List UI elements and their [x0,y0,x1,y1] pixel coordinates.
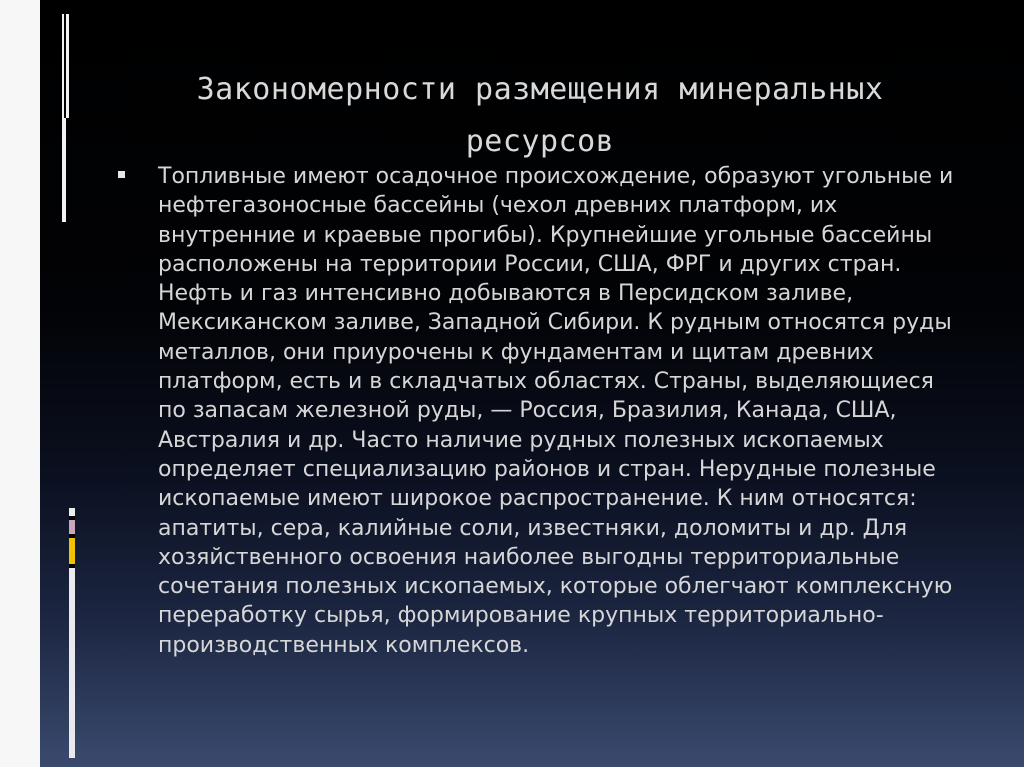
decorative-bar [66,14,69,118]
slide-body [118,162,978,660]
slide-title: Закономерности размещения минеральных ресурсов [196,72,884,159]
accent-block-pink [69,520,75,534]
accent-block-yellow [69,538,75,564]
decorative-bar [62,118,66,222]
decorative-bar [62,14,64,118]
decorative-vertical-bars [62,14,76,222]
bullet-paragraph: Топливные имеют осадочное происхождение, образуют угольные и нефтегазоносные бассейны (чехол древних платформ, их внутренние и краевые прогибы). Крупнейшие угольные бассейны расположены на территории России, США, ФРГ и других стран. Нефть и газ интенсивно добываются в Персидском заливе, Мексиканском заливе, Западной Сибири. К рудным относятся руды металлов, они приурочены к фундаментам и щитам древних платформ, есть и в складчатых областях. Страны, выделяющиеся по запасам железной руды, — Россия, Бразилия, Канада, США, Австралия и др. Часто наличие рудных полезных ископаемых определяет специализацию районов и стран. Нерудные полезные ископаемые имеют широкое распространение. К ним относятся: апатиты, сера, калийные соли, известняки, доломиты и др. Для хозяйственного освоения наиболее выгодны территориальные сочетания полезных ископаемых, которые облегчают комплексную переработку сырья, формирование крупных территориально-производственных комплексов. [158,164,954,658]
accent-block-light [69,568,75,758]
left-margin [0,0,40,767]
decorative-accent-stack [69,508,75,758]
accent-block-white [69,508,75,516]
bullet-square-icon [118,171,125,178]
